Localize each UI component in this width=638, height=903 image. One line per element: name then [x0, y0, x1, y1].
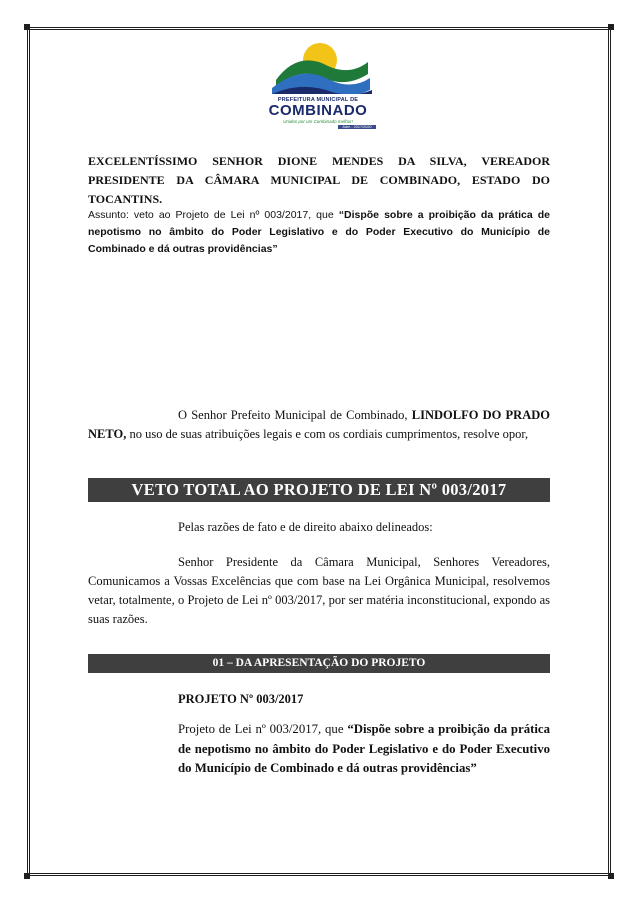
- communication-text: Senhor Presidente da Câmara Municipal, Senhores Vereadores, Comunicamos a Vossas Excelências que com base na Lei Orgânica Municipal, resolvemos vetar, totalmente, o Projeto de Lei nº 003/2017, por ser matéria inconstitucional, expondo as suas razões.: [88, 555, 550, 626]
- logo-slogan: Unidos por um Combinado melhor!: [283, 119, 353, 124]
- border-corner: [24, 873, 30, 879]
- project-description: [178, 720, 550, 779]
- border-corner: [24, 24, 30, 30]
- logo-line-1: PREFEITURA MUNICIPAL DE: [277, 97, 359, 103]
- prefeitura-logo: [258, 40, 378, 132]
- logo-line-2: COMBINADO: [268, 102, 368, 119]
- communication-paragraph: [88, 553, 550, 629]
- logo-admin-period: Adm - 2017/2020: [338, 125, 376, 129]
- subject-prefix: Assunto: veto ao Projeto de Lei nº 003/2017, que: [88, 209, 339, 221]
- addressee: EXCELENTÍSSIMO SENHOR DIONE MENDES DA SILVA, VEREADOR PRESIDENTE DA CÂMARA MUNICIPAL DE COMBINADO, ESTADO DO TOCANTINS.: [88, 154, 550, 206]
- section-heading: 01 – DA APRESENTAÇÃO DO PROJETO: [88, 654, 550, 673]
- subject-bold: “Dispõe sobre a proibição da prática de nepotismo no âmbito do Poder Legislativo e do Poder Executivo do Município de Combinado e dá outras providências”: [88, 209, 550, 255]
- mayor-name: LINDOLFO DO PRADO NETO,: [88, 408, 550, 441]
- intro-part-1: O Senhor Prefeito Municipal de Combinado,: [178, 408, 412, 422]
- veto-heading: VETO TOTAL AO PROJETO DE LEI Nº 003/2017: [88, 478, 550, 502]
- subject: [88, 207, 550, 258]
- border-corner: [608, 24, 614, 30]
- project-prefix: Projeto de Lei nº 003/2017, que: [178, 722, 348, 736]
- project-bold: “Dispõe sobre a proibição da prática de nepotismo no âmbito do Poder Legislativo e do Poder Executivo do Município de Combinado e dá outras providências”: [178, 722, 550, 775]
- border-corner: [608, 873, 614, 879]
- intro-part-2: no uso de suas atribuições legais e com os cordiais cumprimentos, resolve opor,: [126, 427, 529, 441]
- project-title: PROJETO Nº 003/2017: [178, 692, 304, 706]
- reasons-line: Pelas razões de fato e de direito abaixo delineados:: [178, 520, 433, 534]
- intro-paragraph: [88, 406, 550, 444]
